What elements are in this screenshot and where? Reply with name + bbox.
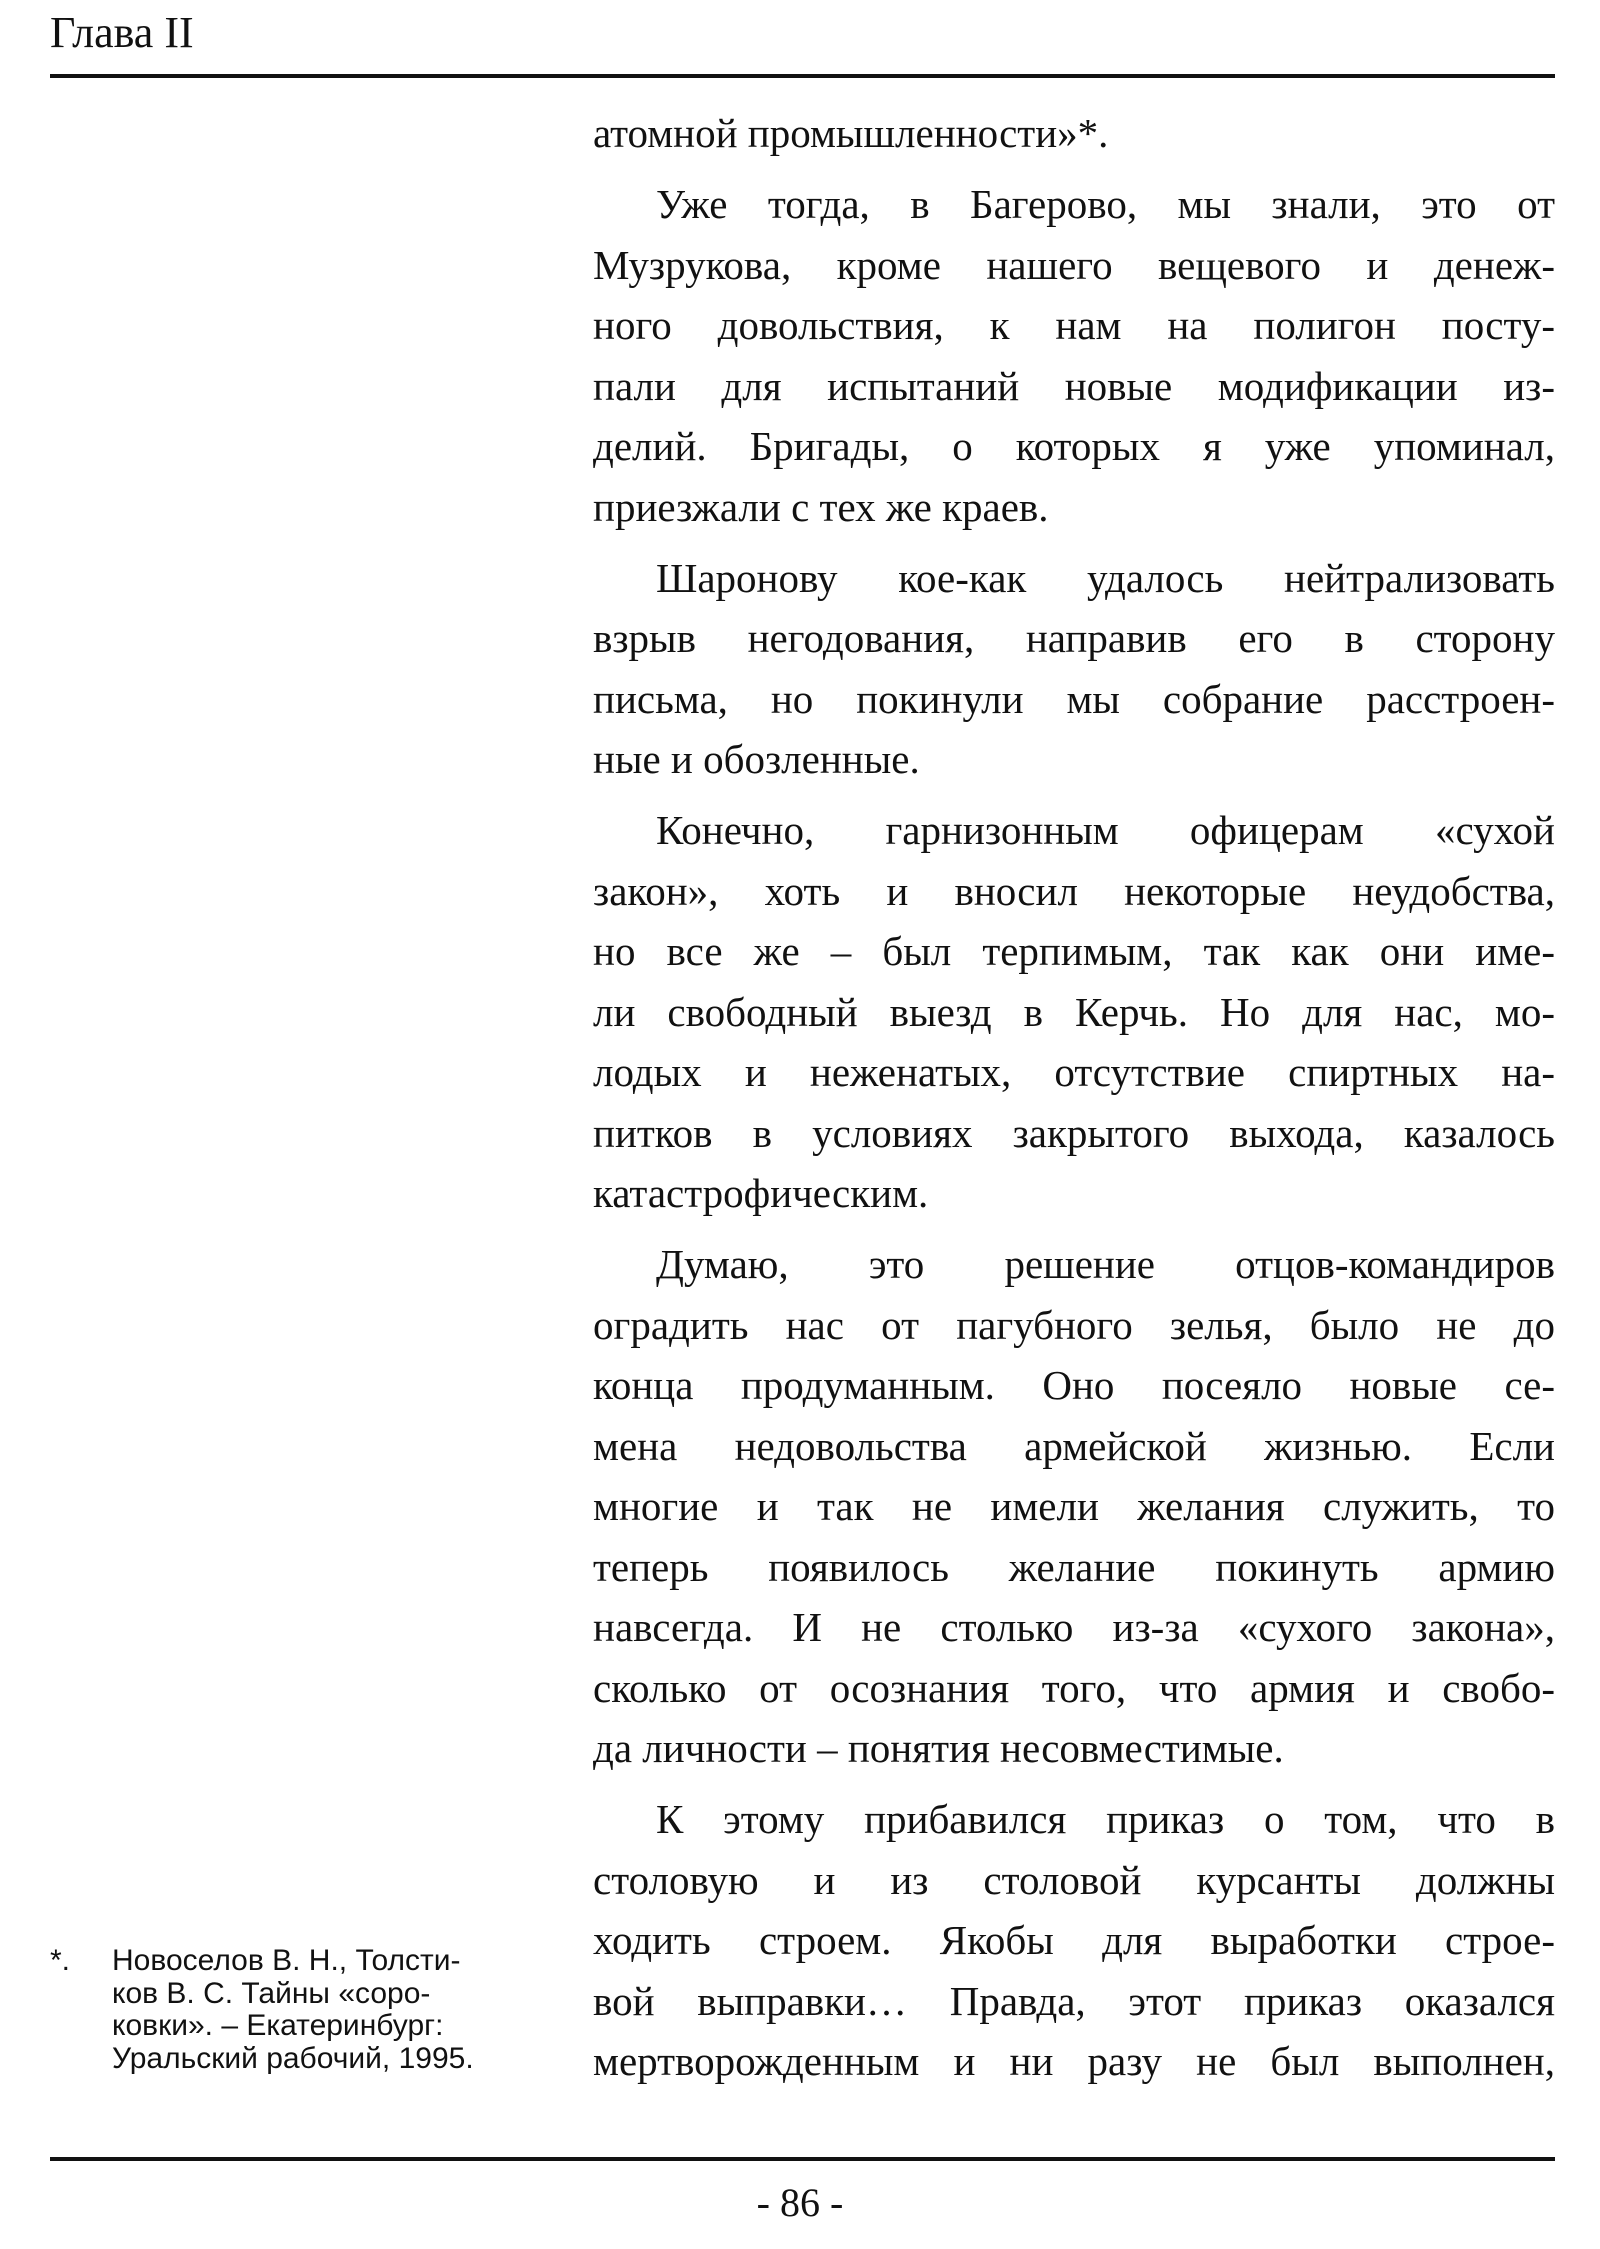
footnote-line: ковки». – Екатеринбург: (112, 2009, 444, 2042)
text-line: Музрукова, кроме нашего вещевого и денеж- (593, 241, 1555, 288)
text-line: закон», хоть и вносил некоторые неудобства, (593, 867, 1555, 914)
footnote-line: Новоселов В. Н., Толсти- (112, 1944, 461, 1977)
text-line: катастрофическим. (593, 1170, 929, 1216)
text-line: Шаронову кое-как удалось нейтрализовать (656, 554, 1555, 601)
text-line: мена недовольства армейской жизнью. Если (593, 1422, 1555, 1469)
text-line: мертворожденным и ни разу не был выполнен, (593, 2038, 1555, 2084)
paragraph (593, 103, 1555, 164)
text-line: Конечно, гарнизонным офицерам «сухой (656, 807, 1555, 853)
text-line: приезжали с тех же краев. (593, 483, 1049, 530)
paragraph (593, 1234, 1555, 1779)
paragraph (593, 800, 1555, 1224)
text-line: да личности – понятия несовместимые. (593, 1725, 1284, 1771)
paragraph (593, 548, 1555, 790)
header-divider (50, 74, 1555, 78)
text-line: многие и так не имели желания служить, то (593, 1483, 1555, 1529)
text-line: делий. Бригады, о которых я уже упоминал, (593, 423, 1555, 469)
text-line: пали для испытаний новые модификации из- (593, 362, 1555, 409)
text-line: К этому прибавился приказ о том, что в (656, 1796, 1555, 1842)
text-line: письма, но покинули мы собрание расстроен- (593, 675, 1555, 722)
text-line: Уже тогда, в Багерово, мы знали, это от (656, 181, 1555, 227)
text-line: теперь появилось желание покинуть армию (593, 1543, 1555, 1590)
page-number: - 86 - (756, 2180, 844, 2225)
text-line: взрыв негодования, направив его в сторону (593, 615, 1555, 661)
text-line: лодых и неженатых, отсутствие спиртных на- (593, 1049, 1555, 1095)
text-line: питков в условиях закрытого выхода, казалось (593, 1109, 1555, 1156)
text-line: атомной промышленности»*. (593, 110, 1109, 156)
text-line: конца продуманным. Оно посеяло новые се- (593, 1362, 1555, 1408)
footnote-text (112, 1945, 552, 2075)
text-line: ли свободный выезд в Керчь. Но для нас, мо- (593, 988, 1555, 1035)
text-line: сколько от осознания того, что армия и свобо- (593, 1664, 1555, 1711)
text-line: оградить нас от пагубного зелья, было не до (593, 1301, 1555, 1348)
footnote-line: ков В. С. Тайны «соро- (112, 1976, 431, 2010)
paragraph (593, 174, 1555, 537)
text-line: но все же – был терпимым, так как они име- (593, 928, 1555, 974)
text-line: вой выправки… Правда, этот приказ оказался (593, 1977, 1555, 2024)
text-line: ходить строем. Якобы для выработки строе- (593, 1917, 1555, 1963)
footnote-line: Уральский рабочий, 1995. (112, 2041, 474, 2075)
footer-divider (50, 2157, 1555, 2161)
text-line: столовую и из столовой курсанты должны (593, 1856, 1555, 1903)
main-text (593, 103, 1555, 2092)
paragraph (593, 1789, 1555, 2092)
text-line: Думаю, это решение отцов-командиров (656, 1241, 1555, 1287)
text-line: ного довольствия, к нам на полигон посту- (593, 302, 1555, 348)
footnote-marker: *. (50, 1944, 71, 1977)
text-line: навсегда. И не столько из-за «сухого закона», (593, 1604, 1555, 1650)
chapter-title: Глава II (50, 8, 194, 57)
text-line: ные и обозленные. (593, 736, 920, 782)
